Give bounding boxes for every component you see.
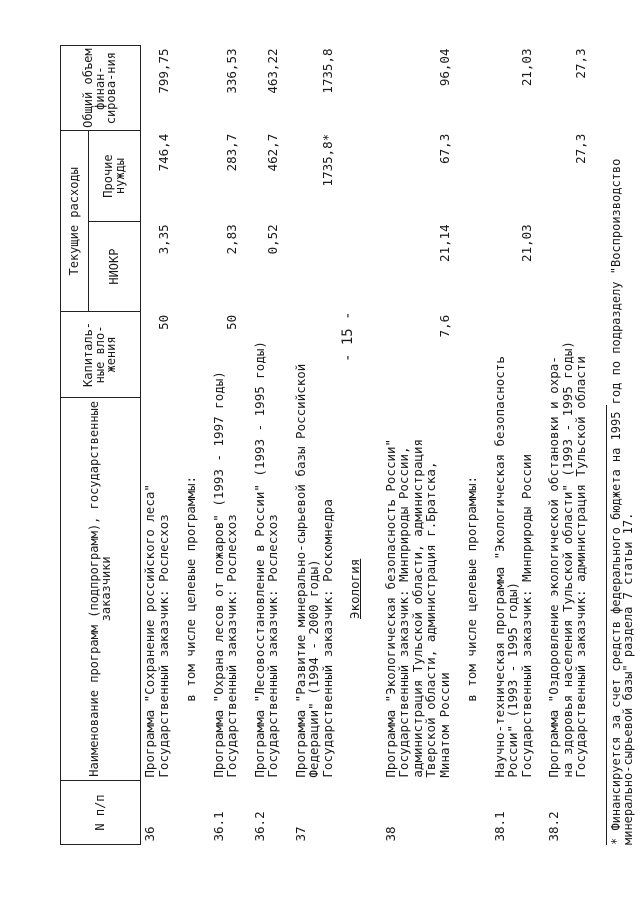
row-spacer [481,46,491,845]
program-name-line: Федерации" (1994 - 2000 годы) [306,559,321,778]
cell-empty [463,312,481,397]
other-needs: 27,3 [573,133,588,164]
footnote-line: минерально-сырьевой базы" раздела 7 статьи 17. [621,512,635,845]
section-cell [346,397,372,781]
row-spacer [282,46,292,845]
row-spacer [172,46,182,845]
header-other: Прочие нужды [89,131,141,222]
program-name [545,341,590,781]
table-row [210,46,241,845]
program-name-line: Программа "Охрана лесов от пожаров" (1993 - 1997 годы) [210,371,226,778]
program-name-line: Государственный заказчик: Минприроды России, [396,446,411,778]
row-spacer [535,46,545,845]
program-name-line: Государственный заказчик: Минприроды России [518,453,534,778]
program-name-line: Программа "Сохранение российского леса" [142,484,157,778]
cell-empty [463,46,481,131]
table-row [292,46,337,845]
program-name-line: на здоровья населения Тульской области" (1993 - 1995 годы) [559,341,575,778]
table-row [382,46,454,845]
program-name-line: Тверской области, администрация г.Братска, [423,461,438,778]
other-needs: 283,7 [224,133,239,172]
row-number: 38.2 [546,811,561,842]
cell-empty [463,131,481,222]
niokr-value: 21,14 [436,224,452,262]
niokr-value: 0,52 [265,224,280,255]
subheading: в том числе целевые программы: [464,475,479,702]
program-name-line: Минатом России [436,672,452,778]
row-number: 36.2 [251,811,267,842]
section-title: Экология [347,558,362,619]
row-number: 36 [142,826,157,842]
table-row [545,46,590,845]
cell-empty [182,131,200,222]
row-spacer [453,46,463,845]
footnote-line: * Финансируется за счет средств федерального бюджета на 1995 год по подразделу "Воспроизводство [608,158,623,845]
table-row [251,46,282,845]
other-needs: 1735,8* [319,133,335,187]
cell-empty [346,312,372,397]
total-financing: 21,03 [518,48,534,87]
program-name-line: Государственный заказчик: Роскомнедра [319,499,335,778]
cell-empty [346,221,372,312]
total-financing: 96,04 [436,48,452,87]
row-number: 38.1 [491,811,507,842]
cell-empty [182,781,200,845]
row-spacer [372,46,382,845]
row-spacer [336,46,346,845]
program-name-line: Научно-техническая программа "Экологическая безопасность [491,356,507,778]
page-number: - 15 - [340,311,356,362]
cell-empty [463,221,481,312]
header-total: Общий объем финан-сирова-ния [61,46,141,131]
table-row [141,46,173,845]
niokr-value [292,221,337,312]
other-needs: 746,4 [155,133,171,172]
financing-table [60,45,600,845]
total-financing: 1735,8 [319,48,335,94]
cell-empty [182,221,200,312]
niokr-value: 3,35 [155,224,171,255]
footnote [606,158,635,845]
total-financing: 27,3 [573,48,588,79]
niokr-value: 21,03 [518,224,534,262]
total-financing: 799,75 [155,48,171,94]
other-needs [491,131,536,222]
cell-empty [463,781,481,845]
table-row [346,46,372,845]
table-row [182,46,200,845]
row-number: 36.1 [210,811,226,842]
cell-empty [346,46,372,131]
cell-empty [346,131,372,222]
header-num: N п/п [61,781,141,845]
program-name-line: Государственный заказчик: администрация Тульской области [573,356,588,778]
program-name [251,341,282,781]
row-spacer [200,46,210,845]
program-name-line: Программа "Оздоровление экологической обстановки и охра- [546,356,561,778]
capital-investment: 50 [224,314,239,330]
program-name-line: Государственный заказчик: Рослесхоз [224,514,239,778]
row-spacer [241,46,251,845]
total-financing: 463,22 [265,48,280,94]
other-needs: 462,7 [265,133,280,172]
cell-empty [182,46,200,131]
capital-investment: 50 [155,314,171,330]
header-capital: Капиталь-ные вло-жения [61,312,141,397]
total-financing: 336,53 [224,48,239,94]
cell-empty [182,312,200,397]
table-header [61,46,141,845]
program-name-line: Государственный заказчик: Рослесхоз [155,514,171,778]
program-name-line: Программа "Лесовосстановление в России" (1993 - 1995 годы) [251,341,267,778]
table-row [491,46,536,845]
program-name [210,371,241,781]
header-name: Наименование программ (подпрограмм), государственные заказчики [61,397,141,781]
program-name [382,397,454,781]
subheading: в том числе целевые программы: [183,475,198,702]
row-number: 38 [382,826,398,842]
program-name-line: администрация Тульской области, администрация [409,438,425,778]
rotated-document [60,45,640,845]
niokr-value: 2,83 [224,224,239,255]
program-name [141,397,173,781]
other-needs: 67,3 [436,133,452,164]
niokr-value [545,221,590,312]
row-number: 37 [292,826,308,842]
capital-investment: 7,6 [436,314,452,338]
program-name [491,356,536,781]
program-name-line: Государственный заказчик: Рослесхоз [265,514,280,778]
program-name-line: Программа "Развитие минерально-сырьевой базы Российской [292,363,308,778]
program-name [292,363,337,781]
program-name-line: России" (1993 - 1995 годы) [505,581,520,778]
row-spacer [590,46,600,845]
header-niokr: НИОКР [89,221,141,312]
table-body [141,46,600,845]
program-name-line: Программа "Экологическая безопасность России" [382,438,398,778]
header-current: Текущие расходы [61,131,89,312]
cell-empty [346,781,372,845]
table-row [463,46,481,845]
